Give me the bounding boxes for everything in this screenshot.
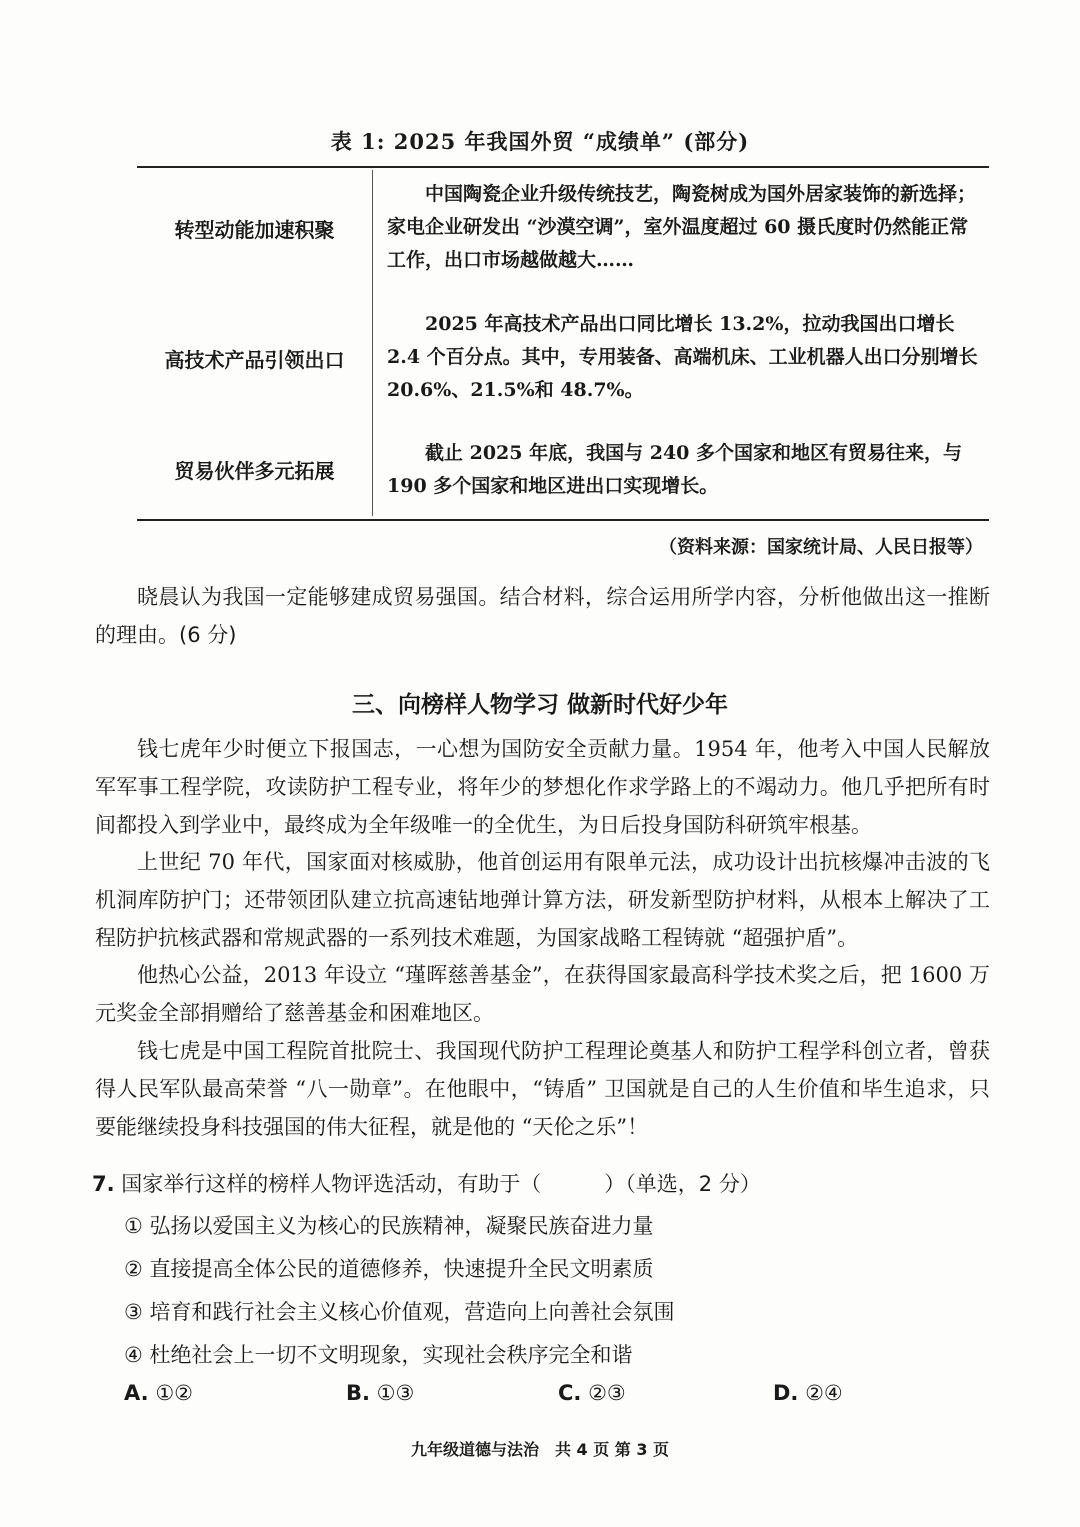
statement-item: ① 弘扬以爱国主义为核心的民族精神，凝聚民族奋进力量: [124, 1214, 654, 1238]
section-paragraph: 上世纪 70 年代，国家面对核威胁，他首创运用有限单元法，成功设计出抗核爆冲击波的飞机洞库防护门；还带领团队建立抗高速钻地弹计算方法，研发新型防护材料，从根本上解决了工程防护抗核武器和常规武器的一系列技术难题，为国家战略工程铸就 “超强护盾”。: [95, 850, 990, 950]
table-source: （资料来源：国家统计局、人民日报等）: [659, 537, 983, 558]
table-row: [137, 178, 989, 288]
table-top-rule: [137, 166, 989, 168]
table-row: [137, 308, 989, 418]
table-bottom-rule: [137, 519, 989, 521]
question-number: 7.: [92, 1172, 115, 1196]
section-paragraph: 钱七虎是中国工程院首批院士、我国现代防护工程理论奠基人和防护工程学科创立者，曾获得人民军队最高荣誉 “八一勋章”。在他眼中，“铸盾” 卫国就是自己的人生价值和毕生追求，只要能继续投身科技强国的伟大征程，就是他的 “天伦之乐”！: [95, 1039, 990, 1139]
choice-letter: A.: [124, 1381, 149, 1405]
row-label: 高技术产品引领出口: [164, 348, 345, 372]
statement-item: ② 直接提高全体公民的道德修养，快速提升全民文明素质: [124, 1257, 654, 1281]
choice-letter: D.: [773, 1381, 799, 1405]
page-footer: 九年级道德与法治 共 4 页 第 3 页: [410, 1440, 670, 1459]
row-content: 截止 2025 年底，我国与 240 多个国家和地区有贸易往来，与 190 多个国家和地区进出口实现增长。: [387, 442, 963, 497]
table-row: [137, 437, 989, 507]
statement-item: ③ 培育和践行社会主义核心价值观，营造向上向善社会氛围: [124, 1300, 675, 1324]
row-label: 贸易伙伴多元拓展: [174, 459, 335, 483]
question-7-stem: [92, 1168, 992, 1198]
choice-letter: B.: [346, 1381, 370, 1405]
choice-value: ②③: [588, 1381, 626, 1405]
choice-value: ①③: [376, 1381, 415, 1405]
choice-value: ①②: [155, 1381, 193, 1405]
section-paragraph: 钱七虎年少时便立下报国志，一心想为国防安全贡献力量。1954 年，他考入中国人民解放军军事工程学院，攻读防护工程专业，将年少的梦想化作求学路上的不竭动力。他几乎把所有时间都投入到学业中，最终成为全年级唯一的全优生，为日后投身国防科研筑牢根基。: [95, 737, 990, 837]
question-text: 国家举行这样的榜样人物评选活动，有助于（ ）（单选，2 分）: [121, 1172, 761, 1196]
row-content: 中国陶瓷企业升级传统技艺，陶瓷树成为国外居家装饰的新选择；家电企业研发出 “沙漠空调”，室外温度超过 60 摄氏度时仍然能正常工作，出口市场越做越大……: [387, 183, 977, 271]
section-paragraph: 他热心公益，2013 年设立 “瑾晖慈善基金”，在获得国家最高科学技术奖之后，把 1600 万元奖金全部捐赠给了慈善基金和困难地区。: [95, 963, 990, 1025]
table-title: 表 1: 2025 年我国外贸 “成绩单” (部分): [330, 129, 750, 154]
choice-a[interactable]: [124, 1381, 193, 1405]
question-6-prompt: 晓晨认为我国一定能够建成贸易强国。结合材料，综合运用所学内容，分析他做出这一推断的理由。(6 分): [95, 585, 990, 647]
choice-b[interactable]: [346, 1381, 414, 1405]
choice-letter: C.: [558, 1381, 582, 1405]
choice-value: ②④: [805, 1381, 843, 1405]
choice-d[interactable]: [773, 1381, 843, 1405]
choice-c[interactable]: [558, 1381, 626, 1405]
statement-item: ④ 杜绝社会上一切不文明现象，实现社会秩序完全和谐: [124, 1343, 633, 1367]
section-title: 三、向榜样人物学习 做新时代好少年: [351, 692, 728, 718]
row-label: 转型动能加速积聚: [174, 218, 335, 242]
row-content: 2025 年高技术产品出口同比增长 13.2%，拉动我国出口增长 2.4 个百分点。其中，专用装备、高端机床、工业机器人出口分别增长 20.6%、21.5%和 48.7%。: [387, 313, 978, 401]
